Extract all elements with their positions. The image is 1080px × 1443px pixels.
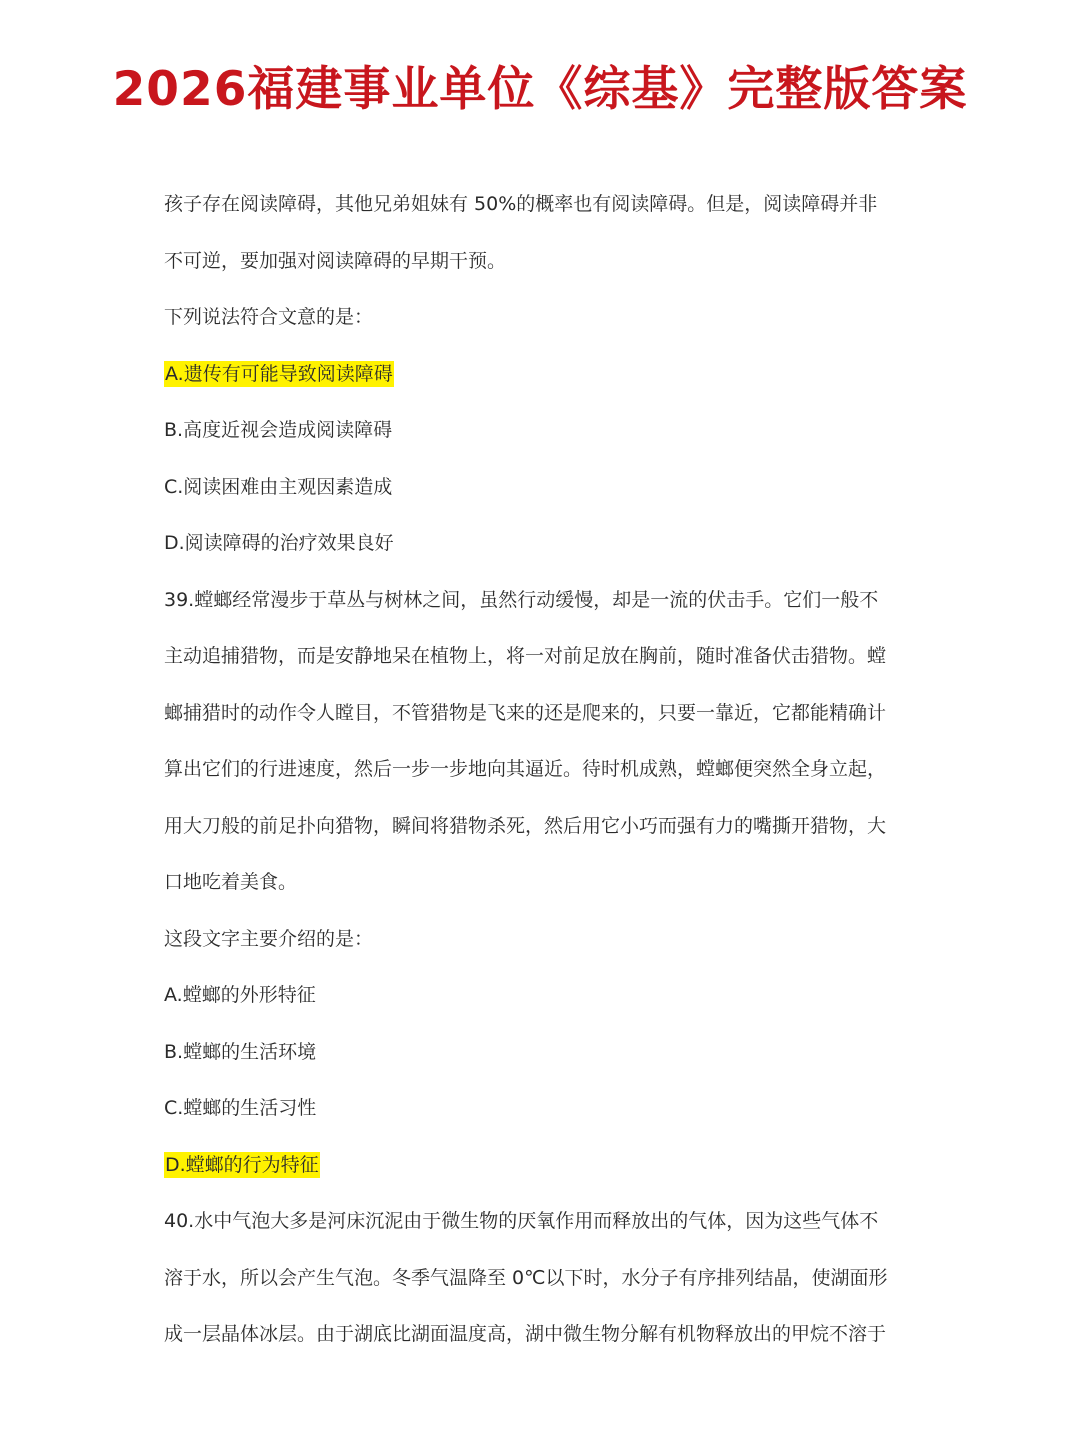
document-body <box>164 176 924 1363</box>
line-text: 主动追捕猎物，而是安静地呆在植物上，将一对前足放在胸前，随时准备伏击猎物。螳 <box>164 645 887 667</box>
question-prompt <box>164 289 924 346</box>
option-c <box>164 1080 924 1137</box>
option-b <box>164 402 924 459</box>
question-39-text <box>164 854 924 911</box>
option-a-correct <box>164 346 924 403</box>
option-a <box>164 967 924 1024</box>
question-39-text <box>164 572 924 629</box>
option-c <box>164 459 924 516</box>
text-line <box>164 233 924 290</box>
question-40-text <box>164 1250 924 1307</box>
question-39-text <box>164 798 924 855</box>
question-39-text <box>164 685 924 742</box>
line-text: 螂捕猎时的动作令人瞠目，不管猎物是飞来的还是爬来的，只要一靠近，它都能精确计 <box>164 701 887 724</box>
question-39-text <box>164 741 924 798</box>
line-text: 这段文字主要介绍的是： <box>164 927 374 950</box>
line-text: 下列说法符合文意的是： <box>164 306 374 328</box>
line-text: 40.水中气泡大多是河床沉泥由于微生物的厌氧作用而释放出的气体，因为这些气体不 <box>164 1210 879 1232</box>
question-40-text <box>164 1193 924 1250</box>
option-d-correct <box>164 1137 924 1194</box>
line-text: 39.螳螂经常漫步于草丛与树林之间，虽然行动缓慢，却是一流的伏击手。它们一般不 <box>164 588 879 611</box>
line-text: D.阅读障碍的治疗效果良好 <box>164 532 394 554</box>
text-line <box>164 176 924 233</box>
highlighted-answer: D.螳螂的行为特征 <box>165 1153 319 1176</box>
line-text: C.螳螂的生活习性 <box>164 1097 317 1119</box>
line-text: 成一层晶体冰层。由于湖底比湖面温度高，湖中微生物分解有机物释放出的甲烷不溶于 <box>164 1323 887 1345</box>
line-text: 孩子存在阅读障碍，其他兄弟姐妹有 50%的概率也有阅读障碍。但是，阅读障碍并非 <box>164 193 878 215</box>
line-text: 算出它们的行进速度，然后一步一步地向其逼近。待时机成熟，螳螂便突然全身立起， <box>164 758 887 780</box>
page-title: 2026福建事业单位《综基》完整版答案 <box>112 62 968 117</box>
line-text: B.螳螂的生活环境 <box>164 1040 317 1063</box>
option-b <box>164 1024 924 1081</box>
line-text: 溶于水，所以会产生气泡。冬季气温降至 0℃以下时，水分子有序排列结晶，使湖面形 <box>164 1266 888 1289</box>
option-d <box>164 515 924 572</box>
line-text: 不可逆，要加强对阅读障碍的早期干预。 <box>164 249 507 272</box>
line-text: A.螳螂的外形特征 <box>164 984 316 1006</box>
line-text: 用大刀般的前足扑向猎物，瞬间将猎物杀死，然后用它小巧而强有力的嘴撕开猎物，大 <box>164 814 887 837</box>
question-40-text <box>164 1306 924 1363</box>
question-39-text <box>164 628 924 685</box>
line-text: C.阅读困难由主观因素造成 <box>164 475 393 498</box>
line-text: 口地吃着美食。 <box>164 871 298 893</box>
line-text: B.高度近视会造成阅读障碍 <box>164 419 393 441</box>
question-prompt <box>164 911 924 968</box>
highlighted-answer: A.遗传有可能导致阅读障碍 <box>165 362 393 385</box>
